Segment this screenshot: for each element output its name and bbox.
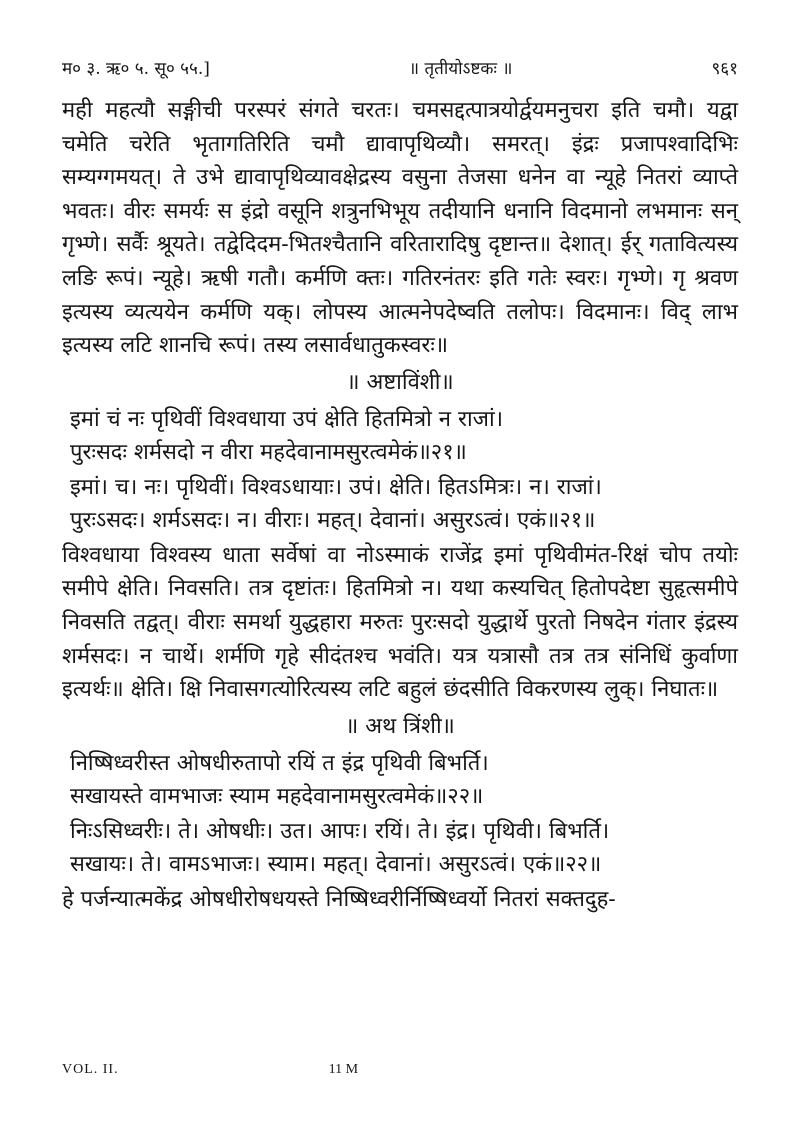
verse-21-padapatha <box>62 471 738 537</box>
commentary-paragraph-2: विश्वधाया विश्वस्य धाता सर्वेषां वा नोऽस्माकं राजेंद्र इमां पृथिवीमंत-रिक्षं चोप तयोः समीपे क्षेति। निवसति। तत्र दृष्टांतः। हितमित्रो न। यथा कस्यचित् हितोपदेष्टा सुहृत्समीपे निवसति तद्वत्। वीराः समर्था युद्धहारा मरुतः पुरःसदो युद्धार्थे पुरतो निषदेन गंतार इंद्रस्य शर्मसदः। न चार्थे। शर्मणि गृहे सीदंतश्च भवंति। यत्र यत्रासौ तत्र तत्र संनिधिं कुर्वाणा इत्यर्थः॥ क्षेति। क्षि निवासगत्योरित्यस्य लटि बहुलं छंदसीति विकरणस्य लुक्। निघातः॥ <box>62 542 738 703</box>
header-reference: म० ३. ऋ० ५. सू० ५५.] <box>62 59 210 79</box>
commentary-paragraph-3: हे पर्जन्यात्मकेंद्र ओषधीरोषधयस्ते निष्षिध्वरीर्निष्षिध्वर्यो नितरां सक्तदुह- <box>62 886 616 912</box>
page-header <box>62 56 738 90</box>
padapatha-line: पुरःऽसदः। शर्मऽसदः। न। वीराः। महत्। देवानां। असुरऽत्वं। एकं॥२१॥ <box>70 507 596 533</box>
page-body <box>62 94 738 916</box>
padapatha-line: सखायः। ते। वामऽभाजः। स्याम। महत्। देवानां। असुरऽत्वं। एकं॥२२॥ <box>70 851 602 877</box>
page-footer <box>62 1062 738 1078</box>
verse-22 <box>62 747 738 813</box>
volume-label: VOL. II. <box>62 1062 119 1077</box>
padapatha-line: इमां। च। नः। पृथिवीं। विश्वऽधायाः। उपं। क्षेति। हितऽमित्रः। न। राजां। <box>70 474 602 500</box>
verse-line: इमां चं नः पृथिवीं विश्वधाया उपं क्षेति हितमित्रो न राजां। <box>70 406 504 432</box>
verse-22-padapatha <box>62 815 738 881</box>
section-heading-2: ॥ अथ त्रिंशी॥ <box>345 713 455 739</box>
verse-21 <box>62 403 738 469</box>
commentary-paragraph-1: मही महत्यौ सङ्गीची परस्परं संगते चरतः। चमसद्दत्पात्रयोर्द्वयमनुचरा इति चमौ। यद्वा चमेति चरेति भृतागतिरिति चमौ द्यावापृथिव्यौ। समरत्। इंद्रः प्रजापश्वादिभिः सम्यग्गमयत्। ते उभे द्यावापृथिव्यावक्षेद्रस्य वसुना तेजसा धनेन वा न्यूहे नितरां व्याप्ते भवतः। वीरः समर्यः स इंद्रो वसूनि शत्रुनभिभूय तदीयानि धनानि विदमानो लभमानः सन् गृभ्णे। सर्वैः श्रूयते। तद्वेदिदम-भितश्चैतानि वरितारादिषु दृष्टान्त॥ देशात्। ईर् गतावित्यस्य लङि रूपं। न्यूहे। ऋषी गतौ। कर्मणि क्तः। गतिरनंतरः इति गतेः स्वरः। गृभ्णे। गृ श्रवण इत्यस्य व्यत्ययेन कर्मणि यक्। लोपस्य आत्मनेपदेष्वति तलोपः। विदमानः। विद् लाभ इत्यस्य लटि शानचि रूपं। तस्य लसार्वधातुकस्वरः॥ <box>62 98 738 359</box>
page-number: ९६१ <box>711 59 738 79</box>
section-heading-1: ॥ अष्टाविंशी॥ <box>346 369 454 395</box>
verse-line: पुरःसदः शर्मसदो न वीरा महदेवानामसुरत्वमेकं॥२१॥ <box>70 439 467 465</box>
verse-line: सखायस्ते वामभाजः स्याम महदेवानामसुरत्वमेकं॥२२॥ <box>70 783 484 809</box>
verse-line: निष्षिध्वरीस्त ओषधीरुतापो रयिं त इंद्र पृथिवी बिभर्ति। <box>70 750 489 776</box>
signature-mark: 11 M <box>328 1062 359 1077</box>
padapatha-line: निःऽसिध्वरीः। ते। ओषधीः। उत। आपः। रयिं। ते। इंद्र। पृथिवी। बिभर्ति। <box>70 818 610 844</box>
header-title: ॥ तृतीयोऽष्टकः ॥ <box>408 59 513 79</box>
